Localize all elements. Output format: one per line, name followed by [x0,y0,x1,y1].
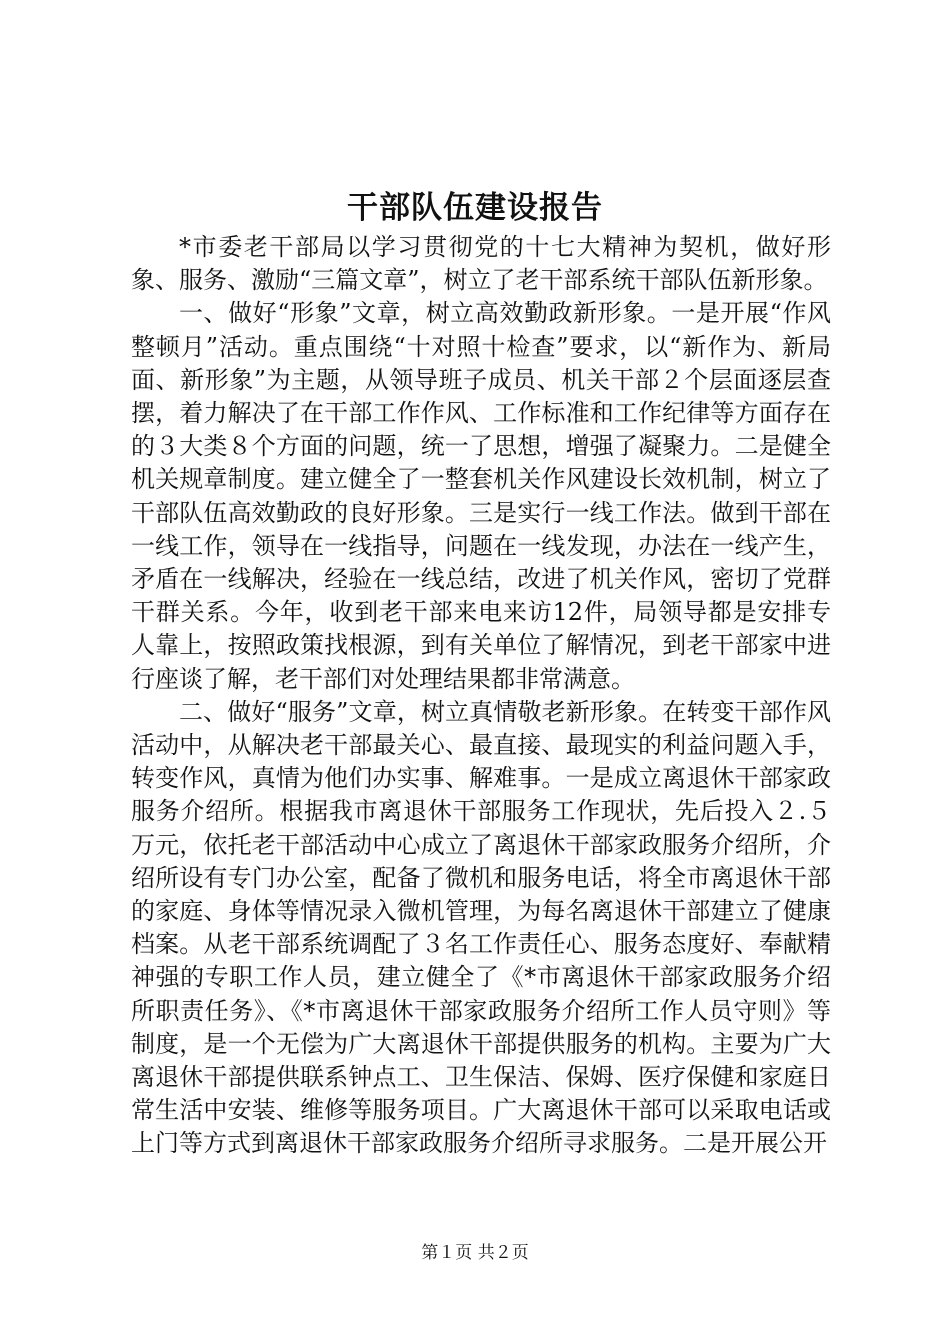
body-paragraph-intro: *市委老干部局以学习贯彻党的十七大精神为契机，做好形象、服务、激励“三篇文章”，树立了老干部系统干部队伍新形象。 [131,233,831,295]
body-paragraph-service-section: 二、做好“服务”文章，树立真情敬老新形象。在转变干部作风活动中，从解决老干部最关心、最直接、最现实的利益问题入手，转变作风，真情为他们办实事、解难事。一是成立离退休干部家政服务介绍所。根据我市离退休干部服务工作现状，先后投入２.５万元，依托老干部活动中心成立了离退休干部家政服务介绍所，介绍所设有专门办公室，配备了微机和服务电话，将全市离退休干部的家庭、身体等情况录入微机管理，为每名离退休干部建立了健康档案。从老干部系统调配了３名工作责任心、服务态度好、奉献精神强的专职工作人员，建立健全了《*市离退休干部家政服务介绍所职责任务》、《*市离退休干部家政服务介绍所工作人员守则》等制度，是一个无偿为广大离退休干部提供服务的机构。主要为广大离退休干部提供联系钟点工、卫生保洁、保姆、医疗保健和家庭日常生活中安装、维修等服务项目。广大离退休干部可以采取电话或上门等方式到离退休干部家政服务介绍所寻求服务。二是开展公开 [131,697,831,1158]
page-number-footer: 第１页 共２页 [421,1243,529,1263]
document-body [131,231,831,1161]
document-title: 干部队伍建设报告 [347,190,603,226]
body-paragraph-image-section: 一、做好“形象”文章，树立高效勤政新形象。一是开展“作风整顿月”活动。重点围绕“十对照十检查”要求，以“新作为、新局面、新形象”为主题，从领导班子成员、机关干部２个层面逐层查摆，着力解决了在干部工作作风、工作标准和工作纪律等方面存在的３大类８个方面的问题，统一了思想，增强了凝聚力。二是健全机关规章制度。建立健全了一整套机关作风建设长效机制，树立了干部队伍高效勤政的良好形象。三是实行一线工作法。做到干部在一线工作，领导在一线指导，问题在一线发现，办法在一线产生，矛盾在一线解决，经验在一线总结，改进了机关作风，密切了党群干群关系。今年，收到老干部来电来访12件，局领导都是安排专人靠上，按照政策找根源，到有关单位了解情况，到老干部家中进行座谈了解，老干部们对处理结果都非常满意。 [131,299,831,693]
